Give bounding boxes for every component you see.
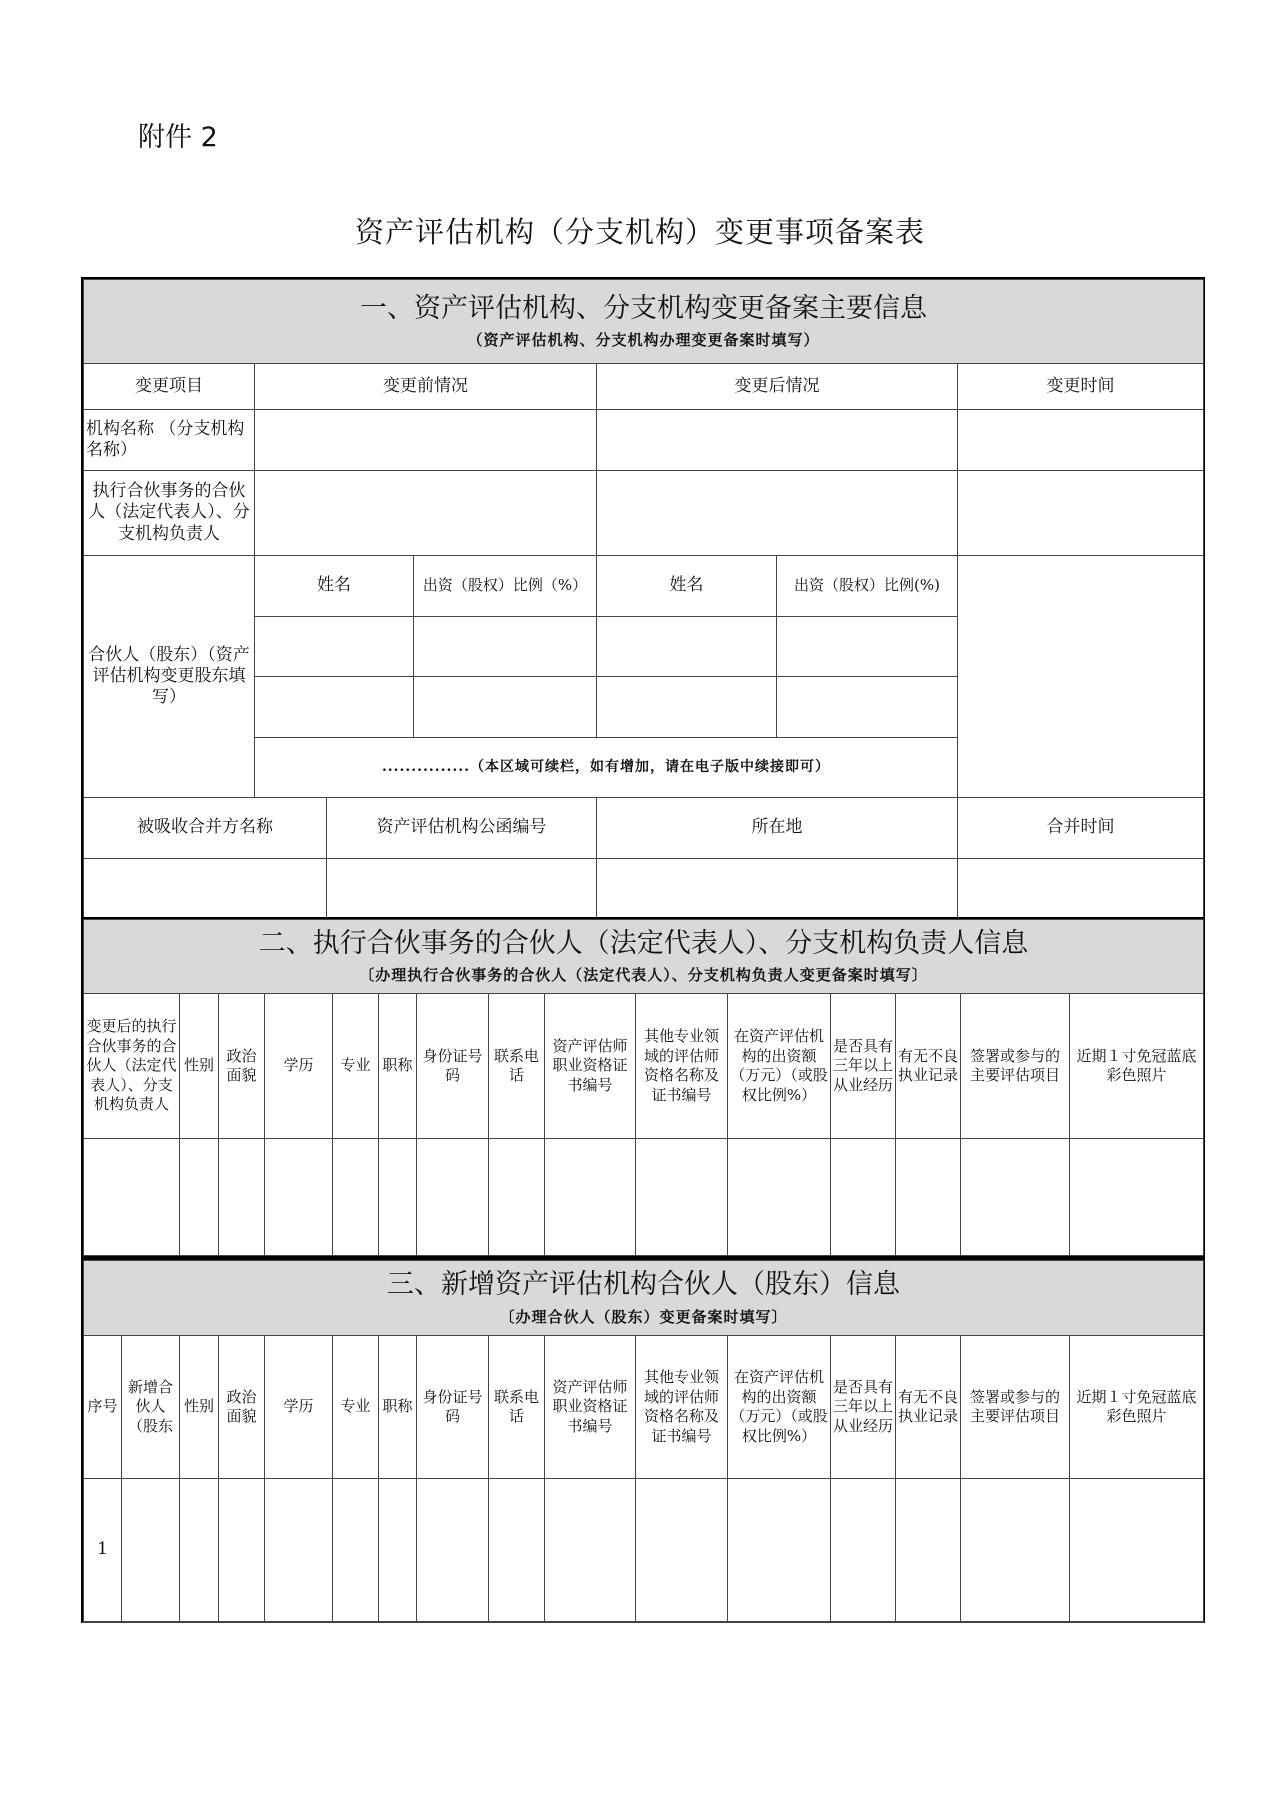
title-cell[interactable]: [379, 1479, 417, 1622]
col-cert: 资产评估师职业资格证书编号: [545, 1336, 636, 1479]
merge-name-cell[interactable]: [84, 859, 327, 919]
col-person: 变更后的执行合伙事务的合伙人（法定代表人）、分支机构负责人: [84, 994, 180, 1139]
col-political: 政治面貌: [219, 994, 265, 1139]
phone-cell[interactable]: [489, 1479, 545, 1622]
experience-cell[interactable]: [831, 1479, 896, 1622]
title-cell[interactable]: [379, 1139, 417, 1256]
merge-time-cell[interactable]: [958, 859, 1204, 919]
row-partners-label: 合伙人（股东）（资产评估机构变更股东填写）: [84, 556, 255, 798]
section-2-heading: 二、执行合伙事务的合伙人（法定代表人）、分支机构负责人信息: [258, 927, 1029, 959]
merge-location-cell[interactable]: [597, 859, 958, 919]
partner-ratio-before-cell[interactable]: [414, 677, 597, 738]
org-name-time-cell[interactable]: [958, 410, 1204, 471]
person-cell[interactable]: [84, 1139, 180, 1256]
merge-col-number: 资产评估机构公函编号: [327, 798, 597, 859]
col-bad-record: 有无不良执业记录: [896, 1336, 961, 1479]
merge-col-location: 所在地: [597, 798, 958, 859]
section-1-subheading: （资产评估机构、分支机构办理变更备案时填写）: [467, 331, 820, 350]
col-before: 变更前情况: [255, 364, 597, 410]
section-2-header: [84, 920, 1204, 994]
section-3-heading: 三、新增资产评估机构合伙人（股东）信息: [387, 1269, 900, 1301]
cert-cell[interactable]: [545, 1139, 636, 1256]
col-gender: 性别: [180, 994, 219, 1139]
gender-cell[interactable]: [180, 1139, 219, 1256]
col-capital: 在资产评估机构的出资额（万元）（或股权比例%）: [728, 1336, 831, 1479]
partner-name-before-cell[interactable]: [255, 677, 414, 738]
col-cert: 资产评估师职业资格证书编号: [545, 994, 636, 1139]
merge-number-cell[interactable]: [327, 859, 597, 919]
cert-cell[interactable]: [545, 1479, 636, 1622]
partner-name-after-cell[interactable]: [597, 677, 777, 738]
col-change-time: 变更时间: [958, 364, 1204, 410]
col-after: 变更后情况: [597, 364, 958, 410]
exec-partner-after-cell[interactable]: [597, 471, 958, 556]
col-gender: 性别: [180, 1336, 219, 1479]
row-org-name-label: 机构名称 （分支机构名称）: [84, 410, 255, 471]
col-major: 专业: [333, 1336, 379, 1479]
col-education: 学历: [265, 994, 333, 1139]
col-photo: 近期１寸免冠蓝底彩色照片: [1070, 1336, 1204, 1479]
political-cell[interactable]: [219, 1479, 265, 1622]
col-other-cert: 其他专业领域的评估师资格名称及证书编号: [636, 994, 728, 1139]
col-education: 学历: [265, 1336, 333, 1479]
partner-name-before-header: 姓名: [255, 556, 414, 617]
col-change-item: 变更项目: [84, 364, 255, 410]
section-2-table: [83, 919, 1204, 1256]
org-name-after-cell[interactable]: [597, 410, 958, 471]
capital-cell[interactable]: [728, 1479, 831, 1622]
section-1-table: [83, 279, 1204, 919]
photo-cell[interactable]: [1070, 1139, 1204, 1256]
attachment-label: 附件 2: [138, 122, 218, 153]
experience-cell[interactable]: [831, 1139, 896, 1256]
partner-name-after-cell[interactable]: [597, 617, 777, 677]
section-2-subheading: 〔办理执行合伙事务的合伙人（法定代表人）、分支机构负责人变更备案时填写〕: [359, 966, 928, 985]
other-cert-cell[interactable]: [636, 1139, 728, 1256]
col-political: 政治面貌: [219, 1336, 265, 1479]
col-bad-record: 有无不良执业记录: [896, 994, 961, 1139]
col-phone: 联系电话: [489, 1336, 545, 1479]
merge-col-name: 被吸收合并方名称: [84, 798, 327, 859]
col-other-cert: 其他专业领域的评估师资格名称及证书编号: [636, 1336, 728, 1479]
col-title: 职称: [379, 994, 417, 1139]
new-partner-cell[interactable]: [122, 1479, 180, 1622]
section-3-header: [84, 1261, 1204, 1336]
col-major: 专业: [333, 994, 379, 1139]
merge-col-time: 合并时间: [958, 798, 1204, 859]
partner-ratio-after-header: 出资（股权）比例(%): [777, 556, 958, 617]
section-3-subheading: 〔办理合伙人（股东）变更备案时填写〕: [499, 1307, 788, 1326]
major-cell[interactable]: [333, 1479, 379, 1622]
projects-cell[interactable]: [961, 1479, 1070, 1622]
section-1: [81, 277, 1205, 921]
bad-record-cell[interactable]: [896, 1139, 961, 1256]
partner-ratio-before-cell[interactable]: [414, 617, 597, 677]
phone-cell[interactable]: [489, 1139, 545, 1256]
col-experience: 是否具有三年以上从业经历: [831, 994, 896, 1139]
col-capital: 在资产评估机构的出资额（万元）（或股权比例%）: [728, 994, 831, 1139]
exec-partner-before-cell[interactable]: [255, 471, 597, 556]
education-cell[interactable]: [265, 1479, 333, 1622]
continue-note: ...............（本区域可续栏，如有增加，请在电子版中续接即可）: [255, 738, 958, 798]
capital-cell[interactable]: [728, 1139, 831, 1256]
section-3-table: [83, 1260, 1204, 1622]
gender-cell[interactable]: [180, 1479, 219, 1622]
document-title: 资产评估机构（分支机构）变更事项备案表: [354, 215, 925, 249]
section-1-header: [84, 280, 1204, 364]
row-exec-partner-label: 执行合伙事务的合伙人（法定代表人）、分支机构负责人: [84, 471, 255, 556]
col-projects: 签署或参与的主要评估项目: [961, 994, 1070, 1139]
partner-ratio-before-header: 出资（股权）比例（%）: [414, 556, 597, 617]
col-title: 职称: [379, 1336, 417, 1479]
major-cell[interactable]: [333, 1139, 379, 1256]
education-cell[interactable]: [265, 1139, 333, 1256]
col-photo: 近期１寸免冠蓝底彩色照片: [1070, 994, 1204, 1139]
other-cert-cell[interactable]: [636, 1479, 728, 1622]
bad-record-cell[interactable]: [896, 1479, 961, 1622]
partner-name-after-header: 姓名: [597, 556, 777, 617]
id-number-cell[interactable]: [417, 1139, 489, 1256]
id-number-cell[interactable]: [417, 1479, 489, 1622]
projects-cell[interactable]: [961, 1139, 1070, 1256]
col-id-number: 身份证号码: [417, 994, 489, 1139]
section-3: [81, 1258, 1205, 1623]
photo-cell[interactable]: [1070, 1479, 1204, 1622]
exec-partner-time-cell[interactable]: [958, 471, 1204, 556]
section-1-heading: 一、资产评估机构、分支机构变更备案主要信息: [360, 292, 927, 324]
col-new-partner: 新增合伙人（股东: [122, 1336, 180, 1479]
col-seq: 序号: [84, 1336, 122, 1479]
col-phone: 联系电话: [489, 994, 545, 1139]
partner-name-before-cell[interactable]: [255, 617, 414, 677]
col-id-number: 身份证号码: [417, 1336, 489, 1479]
col-experience: 是否具有三年以上从业经历: [831, 1336, 896, 1479]
partner-ratio-after-cell[interactable]: [777, 617, 958, 677]
org-name-before-cell[interactable]: [255, 410, 597, 471]
section-2: [81, 917, 1205, 1258]
political-cell[interactable]: [219, 1139, 265, 1256]
partner-ratio-after-cell[interactable]: [777, 677, 958, 738]
partners-time-cell[interactable]: [958, 556, 1204, 798]
col-projects: 签署或参与的主要评估项目: [961, 1336, 1070, 1479]
seq-cell: 1: [84, 1479, 122, 1622]
